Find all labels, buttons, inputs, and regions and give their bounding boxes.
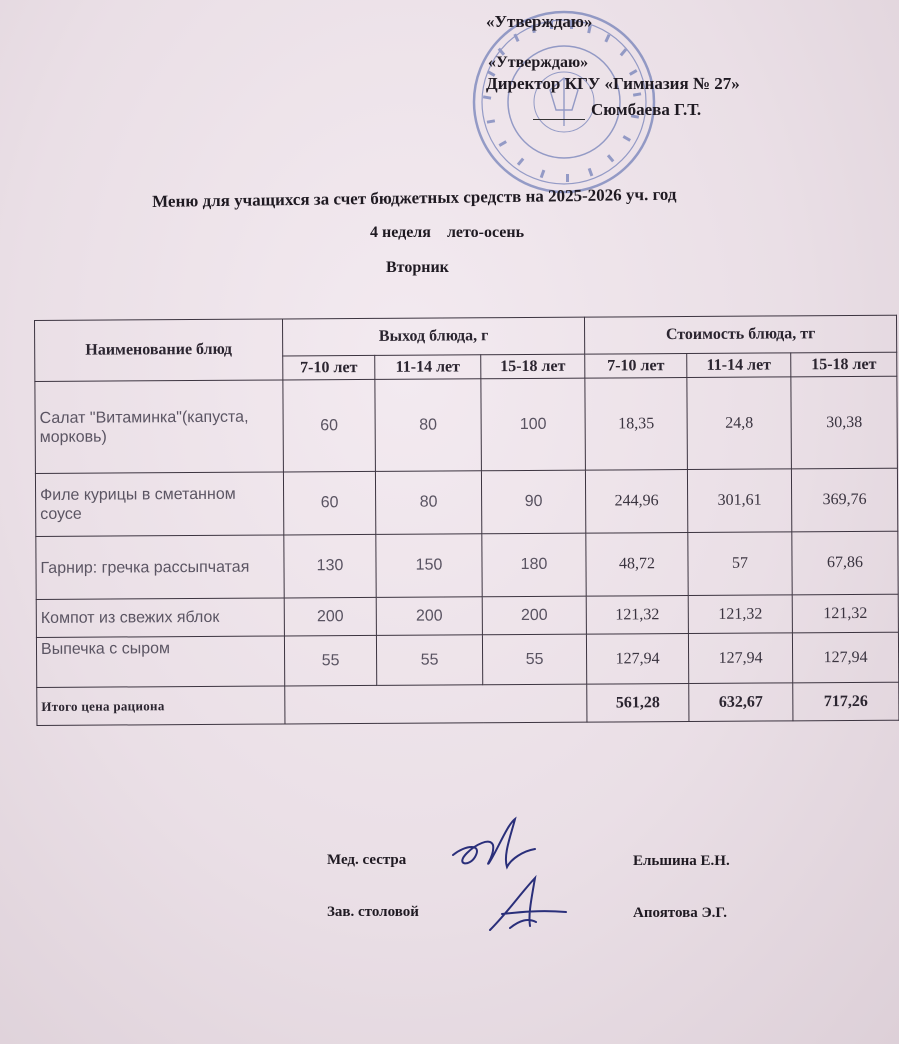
week-season: 4 неделя лето-осень (370, 224, 525, 241)
table-row (35, 468, 897, 536)
canteen-head-name: Апоятова Э.Г. (633, 905, 727, 921)
output-cell: 60 (283, 379, 376, 472)
menu-title: Меню для учащихся за счет бюджетных средств на 2025-2026 уч. год (152, 184, 677, 211)
output-cell: 150 (376, 534, 482, 598)
cost-cell: 30,38 (791, 376, 898, 469)
table-row (35, 376, 898, 473)
output-cell: 80 (375, 471, 481, 535)
table-row (36, 594, 898, 637)
cost-cell: 24,8 (687, 377, 792, 470)
total-row (37, 682, 899, 725)
director-title: Директор КГУ «Гимназия № 27» (486, 74, 740, 93)
output-cell: 130 (284, 534, 376, 598)
cost-cell: 121,32 (586, 596, 688, 635)
cost-cell: 244,96 (585, 470, 687, 534)
cost-age-7-10: 7-10 лет (585, 354, 687, 379)
header-output: Выход блюда, г (282, 317, 584, 356)
canteen-head-label: Зав. столовой (327, 904, 419, 920)
cost-cell: 127,94 (586, 634, 688, 685)
cost-cell: 369,76 (791, 468, 897, 532)
output-cell: 60 (283, 471, 375, 535)
cost-age-11-14: 11-14 лет (687, 353, 791, 378)
output-cell: 200 (284, 597, 376, 636)
cost-cell: 127,94 (688, 633, 792, 684)
canteen-head-signature (480, 870, 570, 940)
cost-cell: 57 (688, 532, 792, 596)
total-label: Итого цена рациона (37, 686, 285, 726)
cost-cell: 48,72 (586, 533, 688, 597)
director-name-line (533, 100, 701, 120)
day-of-week: Вторник (386, 259, 449, 276)
output-cell: 200 (482, 596, 586, 635)
table-header-row (35, 315, 897, 357)
output-cell: 80 (375, 379, 482, 472)
header-cost: Стоимость блюда, тг (585, 315, 897, 354)
output-cell: 55 (376, 635, 482, 686)
dish-name: Гарнир: гречка рассыпчатая (36, 535, 284, 600)
menu-table (34, 315, 899, 726)
dish-name: Компот из свежих яблок (36, 598, 284, 638)
cost-cell: 301,61 (687, 469, 791, 533)
total-cost-7-10: 561,28 (587, 684, 689, 723)
output-cell: 55 (284, 635, 376, 686)
dish-name: Выпечка с сыром (36, 636, 284, 688)
cost-cell: 121,32 (792, 594, 898, 633)
total-cost-11-14: 632,67 (689, 683, 793, 722)
approval-heading-repeat: «Утверждаю» (488, 54, 589, 71)
signature-line (533, 107, 585, 120)
cost-cell: 121,32 (688, 595, 792, 634)
total-cost-15-18: 717,26 (793, 682, 899, 721)
nurse-label: Мед. сестра (327, 852, 407, 868)
approval-heading: «Утверждаю» (486, 12, 593, 31)
cost-age-15-18: 15-18 лет (791, 352, 897, 377)
nurse-name: Ельшина Е.Н. (633, 853, 730, 869)
cost-cell: 18,35 (585, 378, 688, 471)
header-dish-name: Наименование блюд (35, 319, 283, 382)
output-cell: 55 (482, 634, 586, 685)
output-cell: 90 (481, 470, 585, 534)
output-cell: 180 (482, 533, 586, 597)
output-cell: 100 (481, 378, 586, 471)
director-name: Сюмбаева Г.Т. (591, 100, 702, 119)
output-age-11-14: 11-14 лет (375, 355, 481, 380)
output-age-15-18: 15-18 лет (481, 354, 585, 379)
dish-name: Филе курицы в сметанном соусе (35, 472, 283, 537)
cost-cell: 127,94 (792, 632, 898, 683)
cost-cell: 67,86 (792, 531, 898, 595)
output-cell: 200 (376, 597, 482, 636)
table-row (36, 632, 898, 687)
table-row (36, 531, 898, 599)
dish-name: Салат "Витаминка"(капуста, морковь) (35, 380, 284, 474)
total-empty-cell (285, 684, 587, 724)
output-age-7-10: 7-10 лет (283, 355, 375, 380)
